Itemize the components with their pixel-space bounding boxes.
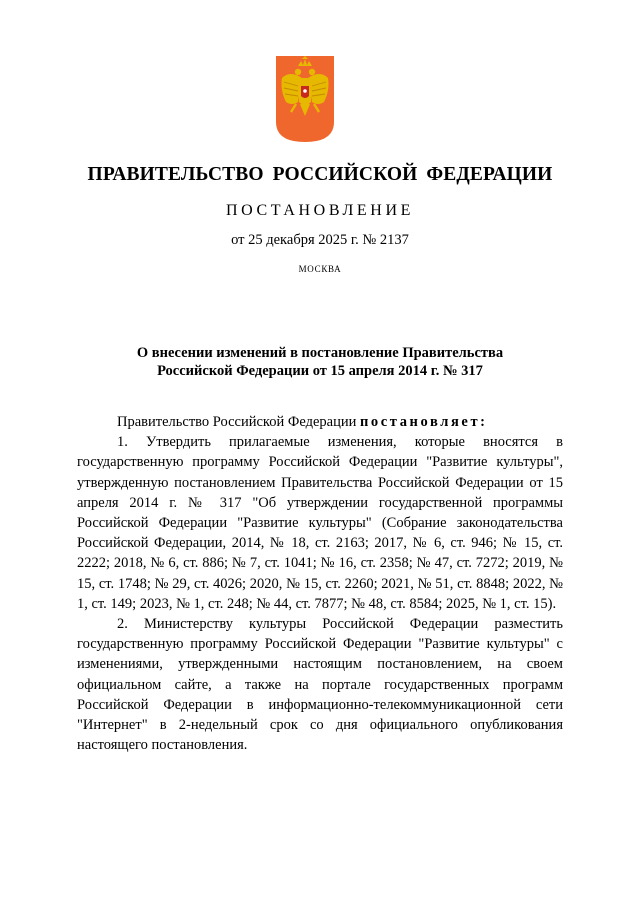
document-type: ПОСТАНОВЛЕНИЕ — [226, 202, 414, 219]
document-subject — [0, 344, 640, 380]
document-body — [77, 412, 563, 755]
document-city: МОСКВА — [298, 264, 342, 274]
preamble-paragraph — [77, 412, 563, 432]
item-paragraph-2: 2. Министерству культуры Российской Федерации разместить государственную программу Российской Федерации "Развитие культуры" с изменениями, утвержденными настоящим постановлением, на своем официальном сайте, а также на портале государственных программ Российской Федерации в информационно-телекоммуникационной сети "Интернет" в 2-недельный срок со дня официального опубликования настоящего постановления. — [77, 616, 563, 754]
preamble-text: Правительство Российской Федерации — [117, 414, 360, 430]
preamble-verb: постановляет: — [359, 414, 488, 430]
subject-line-1: О внесении изменений в постановление Правительства — [136, 345, 504, 361]
eagle-emblem-icon — [276, 56, 334, 142]
item-paragraph-1: 1. Утвердить прилагаемые изменения, которые вносятся в государственную программу Российской Федерации "Развитие культуры", утвержденную постановлением Правительства Российской Федерации от 15 апреля 2014 г. № 317 "Об утверждении государственной программы Российской Федерации "Развитие культуры" (Собрание законодательства Российской Федерации, 2014, № 18, ст. 2163; 2017, № 6, ст. 946; № 15, ст. 2222; 2018, № 6, ст. 886; № 7, ст. 1041; № 16, ст. 2358; № 47, ст. 7272; 2019, № 15, ст. 1748; № 29, ст. 4026; 2020, № 15, ст. 2260; 2021, № 51, ст. 8848; 2022, № 1, ст. 149; 2023, № 1, ст. 248; № 44, ст. 7877; № 48, ст. 8584; 2025, № 1, ст. 15). — [77, 434, 563, 612]
coat-of-arms-icon — [276, 56, 334, 142]
government-title: ПРАВИТЕЛЬСТВО РОССИЙСКОЙ ФЕДЕРАЦИИ — [87, 164, 553, 185]
subject-line-2: Российской Федерации от 15 апреля 2014 г. № 317 — [157, 363, 483, 379]
document-date-number: от 25 декабря 2025 г. № 2137 — [231, 232, 409, 248]
